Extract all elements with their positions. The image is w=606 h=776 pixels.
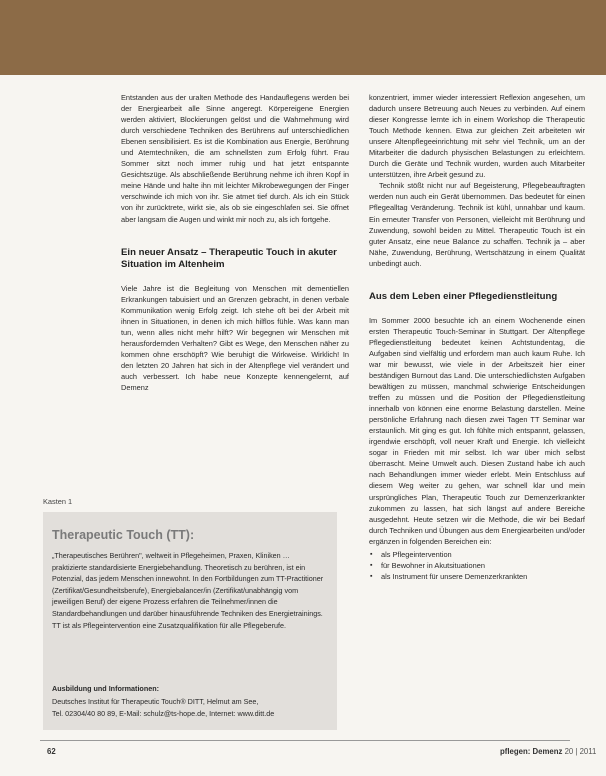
- bullet-list: [369, 549, 585, 582]
- info-box-subheading: Ausbildung und Informationen:: [52, 684, 159, 693]
- left-paragraph-2: Viele Jahre ist die Begleitung von Menschen mit dementiellen Erkrankungen tabuisiert und an Grenzen gebracht, in denen verbale Kommunikation wenig Erfolg zeigt. Ich stehe oft bei der Arbeit mit ihnen in Situationen, in denen ich mich hilflos fühle. Was kann man tun, wenn alles nicht mehr hilft? Wir begegnen wir Menschen mit herausfordernden Verhalten? Gibt es Wege, den Menschen näher zu kommen ohne erschöpft? Wie beruhigt die Wirkweise. Wirklich! In den letzten 20 Jahren hat sich in der Altenpflege viel verändert und auch verbessert. Ich habe neue Konzepte kennengelernt, auf Demenz: [121, 283, 349, 392]
- right-heading-1: Aus dem Leben einer Pflegedienstleitung: [369, 290, 558, 302]
- info-box-text: „Therapeutisches Berühren", weltweit in Pflegeheimen, Praxen, Kliniken … praktizierte standardisierte Energiebehandlung. Theoretisch zu berühren, ist ein Potenzial, das jedem Menschen innewohnt. In den Fortbildungen zum TT-Practitioner (Zertifikat/Gesundheitsberufe), Energiebalancer/in (Zertifikat/unabhängig vom jeweiligen Beruf) der eigene Prozess erfahren die Teilnehmer/innen die Standardbehandlungen und darüber hinausführende Techniken des Energietrainings. TT ist als Pflegeintervention eine Zusatzqualifikation für alle Pflegeberufe.: [52, 551, 324, 630]
- right-column: [369, 92, 585, 582]
- left-column: [121, 92, 349, 393]
- left-heading-1: Ein neuer Ansatz – Therapeutic Touch in akuter Situation im Altenheim: [121, 246, 337, 270]
- journal-issue: 20 | 2011: [564, 747, 597, 756]
- contact-line-2: Tel. 02304/40 80 89, E-Mail: schulz@ts-hope.de, Internet: www.ditt.de: [52, 708, 275, 718]
- list-item: ▪ als Pflegeintervention: [381, 549, 585, 560]
- journal-name: pflegen: Demenz: [500, 747, 563, 756]
- list-item: ▪ für Bewohner in Akutsituationen: [381, 560, 585, 571]
- journal-footer: [500, 747, 596, 756]
- left-paragraph-1: Entstanden aus der uralten Methode des Handauflegens werden bei der Energiearbeit alle Sinne angeregt. Körpereigene Energien werden aktiviert, Blockierungen gelöst und die Wahrnehmung wird durch verschiedene Techniken des Berührens auf unterschiedlichen Ebenen sensibilisiert. Es ist die Kombination aus Energie, Berührung und Atemtechniken, die am schnellsten zum Erfolg führt. Frau Sommer sitzt noch immer ruhig und hat jetzt entspannte Gesichtszüge. Als abschließende Berührung nehme ich ihren Kopf in meine Hände und halte ihn mit leichter Mikrobewegungen der Finger verschwinde ich mich von ihr. Sie atmet tief durch. Als ich ein Stück von ihr zurücktrete, wirkt sie, als ob sie eingeschlafen sei. Sie öffnet aber langsam die Augen und winkt mir noch zu, als ich fortgehe.: [121, 93, 349, 224]
- header-color-bar: [0, 0, 606, 75]
- right-paragraph-3: Im Sommer 2000 besuchte ich an einem Wochenende einen ersten Therapeutic Touch-Seminar in Stuttgart. Der Altenpflege Pflegedienstleitung bedeutet keinen Achtstundentag, die Aufgaben sind vielfältig und erfordern man auch kaum Ruhe. Ich war mir bewusst, wie viele in der Arbeitszeit hier einer beständigen Burnout das Land. Die unterschiedlichsten Aufgaben bewältigen zu müssen, manchmal schwierige Entscheidungen treffen zu müssen und die Position der Pflegedienstleitung innerhalb von können eine enorme Belastung darstellen. Meine persönliche Erfahrung nach diesen zwei Tagen TT Seminar war erstaunlich. Mit ging es gut. Ich fühlte mich entspannt, gelassen, irgendwie erschöpft, voll neuer Kraft und Energie. Ich vielleicht sogar in Frieden mit mir selbst. Ich war über mich selbst überrascht. Meine Umwelt auch. Diesen Zustand habe ich auch nach Behandlungen immer wieder erlebt. Mein Entschluss auf diesem Weg weiter zu gehen, war schnell klar und mein ursprüngliches Plan, Therapeutic Touch zur Demenzerkrankter zukommen zu lassen, hat sich längst auf andere Bereiche ausgedehnt. Heute setzen wir die Methode, die wir bei Bedarf durch Techniken und Übungen aus dem Energiearbeiten und/oder ergänzen in folgenden Bereichen ein:: [369, 315, 585, 546]
- right-paragraph-2: Technik stößt nicht nur auf Begeisterung, Pflegebeauftragten werden nun auch ein Gerät übernommen. Das bedeutet für einen Pflegealltag Veränderung. Technik ist kühl, unnahbar und kaum. Ein erneuter Transfer von Personen, vielleicht mit Berührung und Zuwendung, sowohl beiden zu Mittel. Therapeutic Touch ist ein guter Ansatz, eine neue Balance zu schaffen. Technik ja – aber Nähe, Zuwendung, Berührung, Wertschätzung in einem Qualität unbedingt auch.: [369, 181, 585, 268]
- footer-divider: [40, 740, 570, 741]
- page-number: 62: [47, 747, 56, 756]
- info-box-contact: [52, 696, 326, 719]
- info-box-title: Therapeutic Touch (TT):: [52, 528, 195, 542]
- kasten-label: Kasten 1: [43, 497, 73, 506]
- contact-line-1: Deutsches Institut für Therapeutic Touch® DITT, Helmut am See,: [52, 697, 259, 706]
- list-item: ▪ als Instrument für unsere Demenzerkrankten: [381, 571, 585, 582]
- right-paragraph-1: konzentriert, immer wieder interessiert Reflexion angesehen, um dadurch unsere Betreuung auch Neues zu verbinden. Auf einem dieser Kongresse lernte ich in einem Workshop die Therapeutic Touch Methode kennen. Etwa zur gleichen Zeit arbeiteten wir unsere Altenpflegeeinrichtung mit sehr viel Technik, um an der Mitarbeiter die dadurch physischen Belastungen zu erleichtern. Durch die Geräte und Technik wurden, wurden auch Mitarbeiter unterstützen, ihre Arbeit gesund zu.: [369, 93, 585, 180]
- info-box-body: [52, 550, 326, 631]
